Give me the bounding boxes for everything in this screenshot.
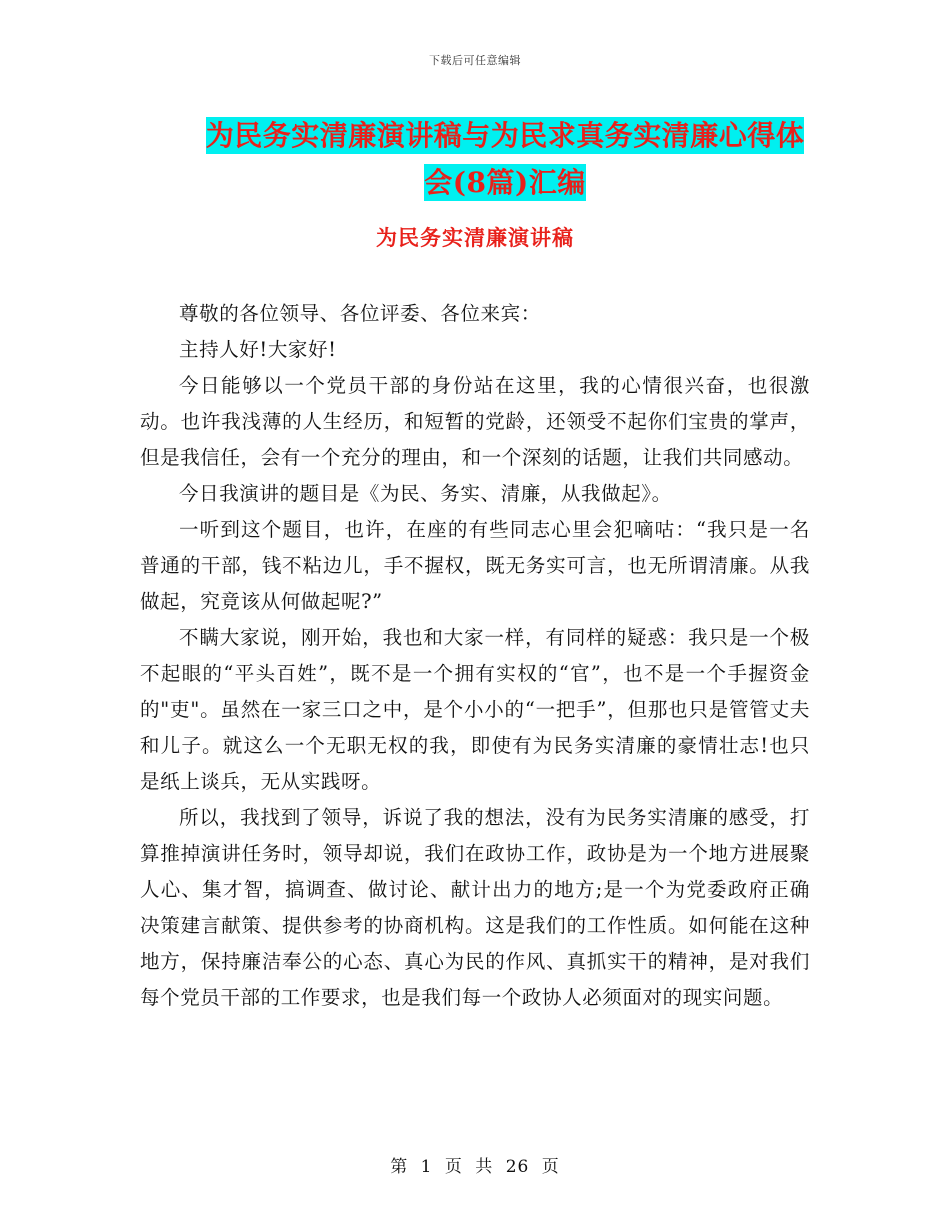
paragraph-doubt: 一听到这个题目，也许，在座的有些同志心里会犯嘀咕：“我只是一名普通的干部，钱不粘边儿，手不握权，既无务实可言，也无所谓清廉。从我做起，究竟该从何做起呢?” <box>140 518 810 613</box>
paragraph-leadership: 所以，我找到了领导，诉说了我的想法，没有为民务实清廉的感受，打算推掉演讲任务时，领导却说，我们在政协工作，政协是为一个地方进展聚人心、集才智，搞调查、做讨论、献计出力的地方;是一个为党委政府正确决策建言献策、提供参考的协商机构。这是我们的工作性质。如何能在这种地方，保持廉洁奉公的心态、真心为民的作风、真抓实干的精神，是对我们每个党员干部的工作要求，也是我们每一个政协人必须面对的现实问题。 <box>140 806 810 1009</box>
document-title <box>195 112 815 206</box>
paragraph-intro: 今日能够以一个党员干部的身份站在这里，我的心情很兴奋，也很激动。也许我浅薄的人生经历，和短暂的党龄，还领受不起你们宝贵的掌声，但是我信任，会有一个充分的理由，和一个深刻的话题，让我们共同感动。 <box>140 374 810 469</box>
paragraph-greeting: 主持人好!大家好! <box>179 338 337 361</box>
section-title: 为民务实清廉演讲稿 <box>376 225 574 250</box>
paragraph-topic: 今日我演讲的题目是《为民、务实、清廉，从我做起》。 <box>179 482 672 505</box>
document-title-highlight: 为民务实清廉演讲稿与为民求真务实清廉心得体会(8篇)汇编 <box>205 119 805 199</box>
page-number-footer: 第 1 页 共 26 页 <box>390 1157 560 1177</box>
paragraph-salutation: 尊敬的各位领导、各位评委、各位来宾： <box>179 302 541 325</box>
document-body <box>140 296 810 1016</box>
header-note: 下载后可任意编辑 <box>429 54 521 67</box>
paragraph-confession: 不瞒大家说，刚开始，我也和大家一样，有同样的疑惑：我只是一个极不起眼的“平头百姓”，既不是一个拥有实权的“官”，也不是一个手握资金的"吏"。虽然在一家三口之中，是个小小的“一把手”，但那也只是管管丈夫和儿子。就这么一个无职无权的我，即使有为民务实清廉的豪情壮志!也只是纸上谈兵，无从实践呀。 <box>140 626 810 793</box>
